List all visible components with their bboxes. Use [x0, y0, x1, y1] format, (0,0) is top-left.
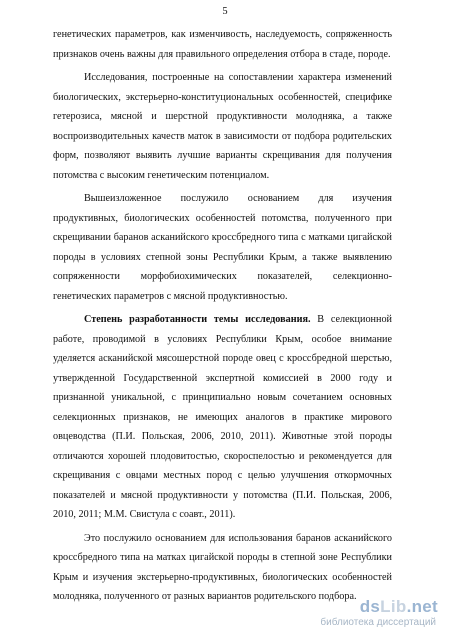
logo-ds: ds [359, 597, 381, 616]
paragraph-text: Это послужило основанием для использования баранов асканийского кроссбредного типа на матках цигайской породы в степной зоне Республики Крым и изучения экстерьерно-продуктивных, биологических особенностей молодняка, полученного от разных вариантов родительского подбора. [53, 532, 392, 602]
page-number: 5 [222, 6, 228, 17]
paragraph-1 [53, 25, 392, 64]
dslib-watermark [298, 597, 438, 629]
document-body [53, 25, 392, 611]
watermark-tagline: библиотека диссертаций [320, 617, 436, 628]
paragraph-text: В селекционной работе, проводимой в условиях Республики Крым, особое внимание уделяется асканийской мясошерстной породе овец с кроссбредной шерстью, утвержденной Государственной экспертной комиссией в 2000 году и признанной уникальной, с принципиально новым сочетанием основных селекционных признаков, не имеющих аналогов в практике мирового овцеводства (П.И. Польская, 2006, 2010, 2011). Животные этой породы отличаются хорошей плодовитостью, скороспелостью и рекомендуется для скрещивания с овцами местных пород с целью улучшения откормочных показателей и мясной продуктивности у потомства (П.И. Польская, 2006, 2010, 2011; М.М. Свистула с соавт., 2011). [53, 314, 392, 520]
paragraph-text: Исследования, построенные на сопоставлении характера изменений биологических, экстерьерно-конституциональных особенностей, специфике гетерозиса, мясной и шерстной продуктивности молодняка, а также воспроизводительных качеств маток в зависимости от подбора родительских форм, позволяют выявить лучшие варианты скрещивания для получения потомства с высоким генетическим потенциалом. [53, 72, 392, 181]
paragraph-text: генетических параметров, как изменчивость, наследуемость, сопряженность признаков очень важны для правильного определения отбора в стаде, породе. [53, 29, 392, 60]
paragraph-3 [53, 189, 392, 306]
paragraph-5 [53, 529, 392, 607]
logo-lib: Lib [380, 597, 407, 616]
dslib-logo [360, 597, 438, 617]
paragraph-2 [53, 68, 392, 185]
paragraph-4 [53, 310, 392, 525]
logo-net: .net [406, 597, 438, 616]
section-heading-inline: Степень разработанности темы исследования. [84, 314, 311, 325]
paragraph-text: Вышеизложенное послужило основанием для изучения продуктивных, биологических особенностей потомства, полученного при скрещивании баранов асканийского кроссбредного типа с матками цигайской породы в условиях степной зоны Республики Крым, а также выявлению сопряженности морфобиохимических показателей, селекционно-генетических параметров с мясной продуктивностью. [53, 193, 392, 302]
